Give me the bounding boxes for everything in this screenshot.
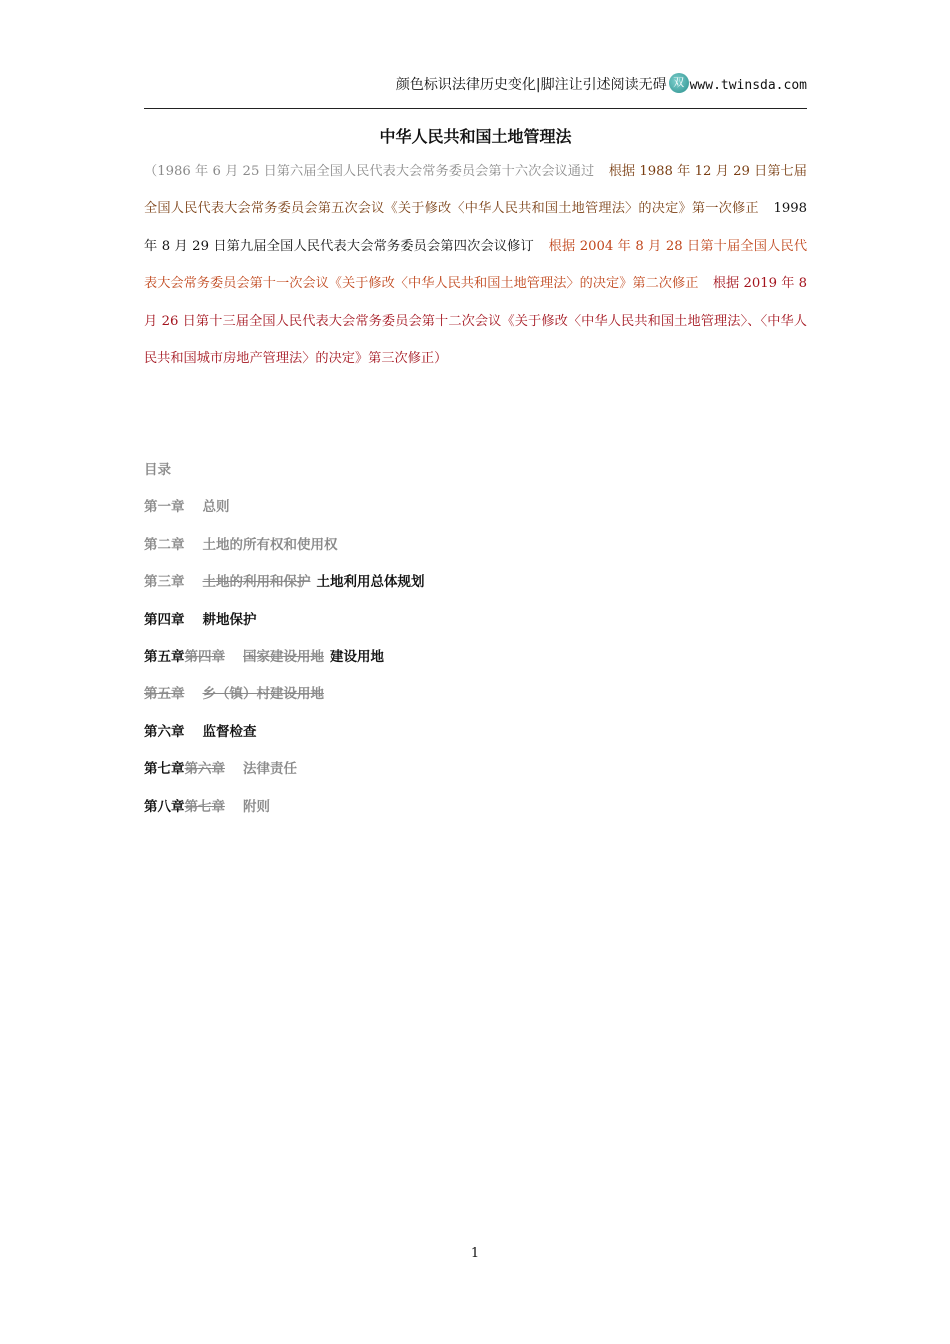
chapter-number: 第三章 [144, 574, 185, 591]
toc-heading: 目录 [144, 462, 171, 478]
chapter-title: 耕地保护 [202, 611, 257, 628]
deleted-chapter-number: 第五章 [144, 686, 185, 703]
deleted-chapter-title: 土地的利用和保护 [202, 574, 311, 591]
chapter-number: 第六章 [144, 723, 185, 740]
history-revision-1998: 1998 年 8 月 29 日第九届全国人民代表大会常务委员会第四次会议修订 [144, 201, 807, 254]
page-number: 1 [470, 1246, 480, 1261]
toc-item-chapter-3[interactable] [144, 564, 807, 601]
toc-item-chapter-1[interactable] [144, 489, 807, 526]
toc-item-chapter-8[interactable] [144, 789, 807, 826]
chapter-title: 总则 [202, 499, 230, 516]
chapter-title: 法律责任 [243, 761, 297, 778]
toc-item-chapter-5[interactable] [144, 639, 807, 676]
chapter-title: 土地的所有权和使用权 [202, 536, 338, 553]
chapter-title: 附则 [243, 798, 270, 815]
deleted-chapter-number: 第四章 [184, 648, 225, 665]
chapter-number: 第七章 [144, 761, 185, 778]
deleted-chapter-number: 第六章 [184, 761, 225, 778]
chapter-number: 第二章 [144, 536, 185, 553]
header-line [396, 73, 807, 94]
chapter-title: 监督检查 [202, 723, 257, 740]
header-divider [144, 108, 807, 109]
deleted-chapter-number: 第七章 [184, 798, 225, 815]
toc-item-chapter-6[interactable] [144, 714, 807, 751]
history-amendment-2019: 根据 2019 年 8 月 26 日第十三届全国人民代表大会常务委员会第十二次会议《关于修改〈中华人民共和国土地管理法〉、〈中华人民共和国城市房地产管理法〉的决定》第三次修正） [144, 276, 808, 367]
history-amendment-1988: 根据 1988 年 12 月 29 日第七届全国人民代表大会常务委员会第五次会议《关于修改〈中华人民共和国土地管理法〉的决定》第一次修正 [144, 164, 807, 217]
chapter-title: 土地利用总体规划 [316, 574, 425, 591]
chapter-number: 第五章 [144, 648, 185, 665]
header-url-link[interactable]: www.twinsda.com [689, 78, 807, 93]
chapter-title: 建设用地 [330, 648, 384, 665]
twinsda-logo-icon: 双 [669, 73, 689, 93]
page-header [144, 66, 807, 100]
chapter-number: 第一章 [144, 499, 185, 516]
history-amendment-2004: 根据 2004 年 8 月 28 日第十届全国人民代表大会常务委员会第十一次会议《关于修改〈中华人民共和国土地管理法〉的决定》第二次修正 [144, 238, 808, 292]
deleted-chapter-title: 国家建设用地 [243, 648, 324, 665]
toc-item-chapter-7[interactable] [144, 751, 807, 788]
legislative-history [144, 153, 807, 377]
header-tagline: 颜色标识法律历史变化|脚注让引述阅读无碍 [395, 77, 667, 93]
deleted-chapter-title: 乡（镇）村建设用地 [202, 686, 324, 703]
document-title: 中华人民共和国土地管理法 [379, 127, 572, 146]
toc-item-deleted-chapter[interactable] [144, 676, 807, 713]
toc-item-chapter-2[interactable] [144, 527, 807, 564]
chapter-number: 第四章 [144, 611, 185, 628]
toc-item-chapter-4[interactable] [144, 602, 807, 639]
history-adoption: （1986 年 6 月 25 日第六届全国人民代表大会常务委员会第十六次会议通过 [144, 164, 595, 179]
table-of-contents [144, 452, 807, 826]
chapter-number: 第八章 [144, 798, 185, 815]
